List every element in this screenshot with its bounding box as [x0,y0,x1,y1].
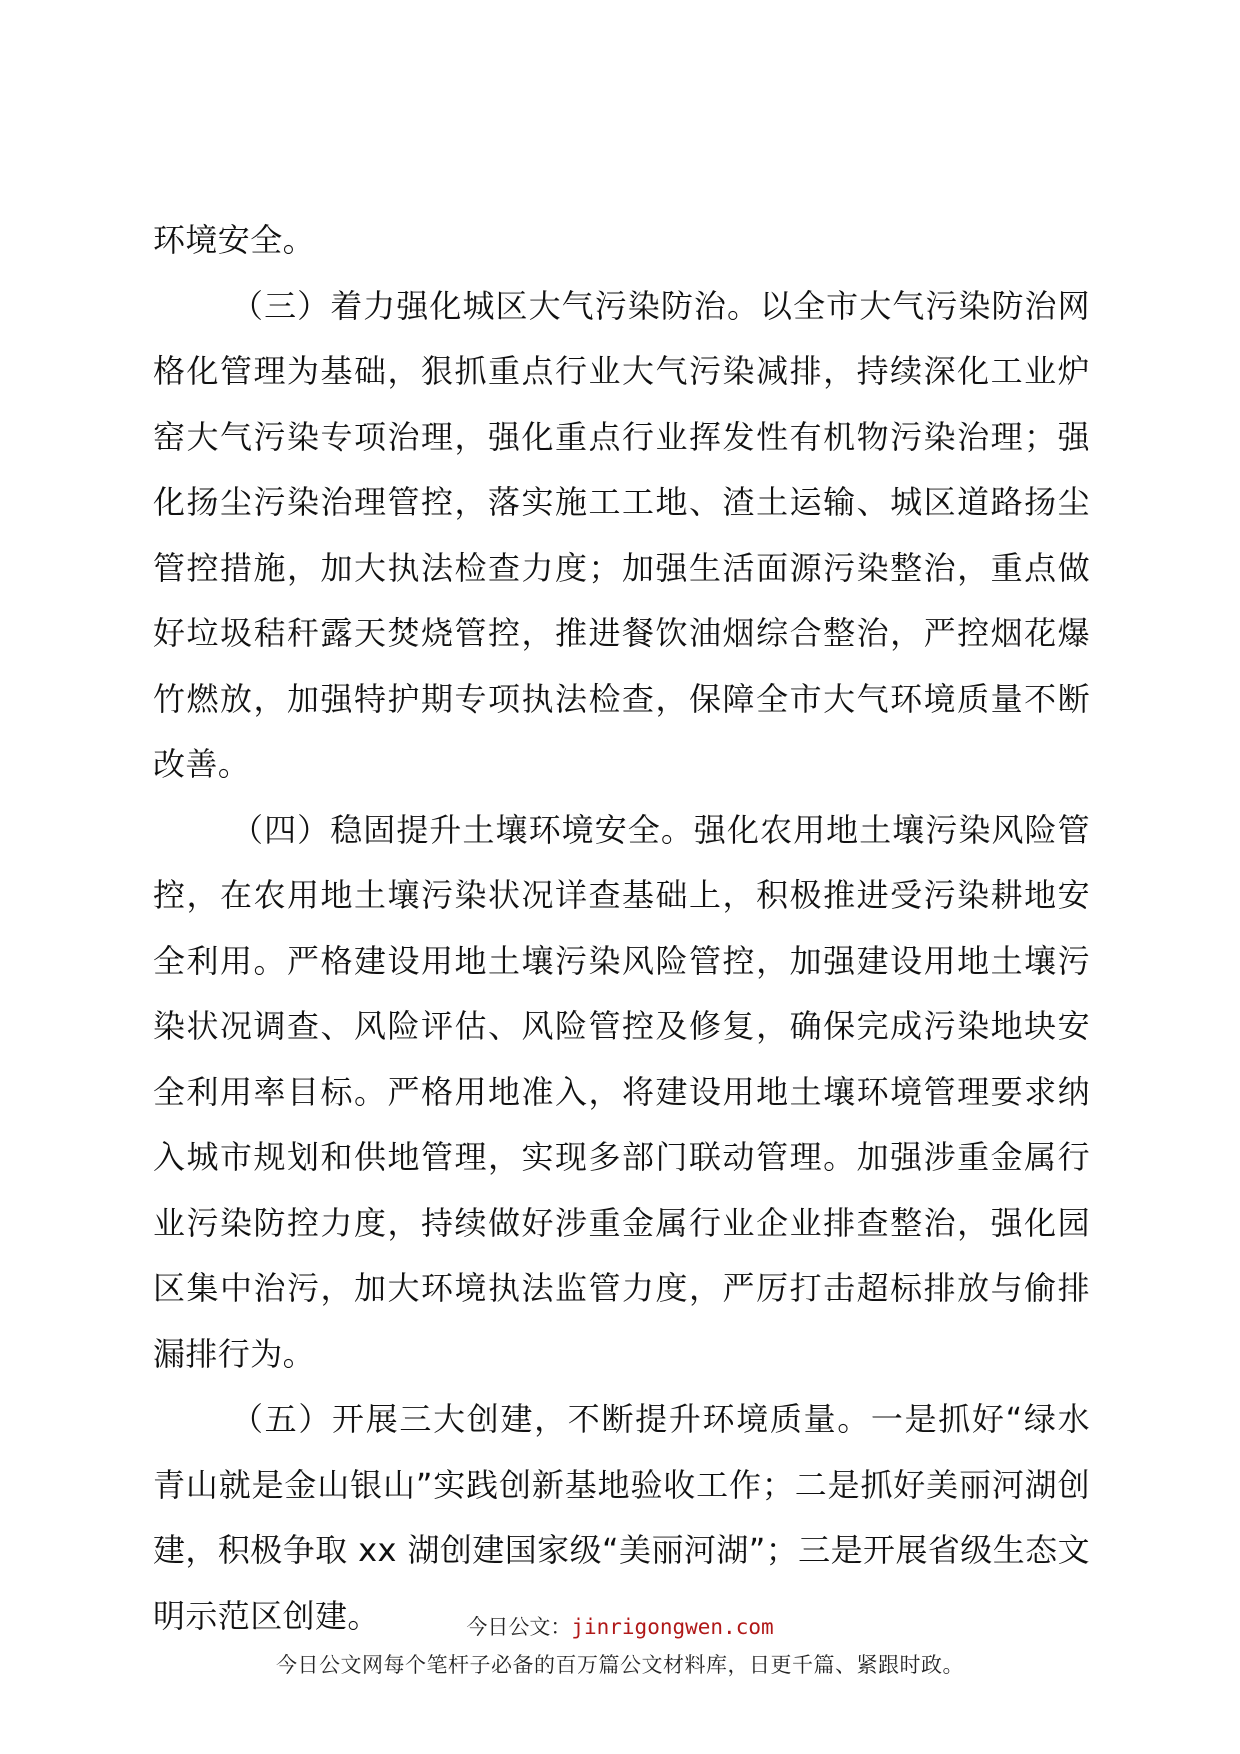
footer-site-label: 今日公文： [466,1615,572,1639]
paragraph-section-5: （五）开展三大创建，不断提升环境质量。一是抓好“绿水青山就是金山银山”实践创新基地验收工作；二是抓好美丽河湖创建，积极争取 xx 湖创建国家级“美丽河湖”；三是开展省级生态文明示范区创建。 [153,1400,1090,1635]
footer-watermark-site [0,1612,1240,1642]
document-body [153,208,1090,1649]
paragraph-section-4: （四）稳固提升土壤环境安全。强化农用地土壤污染风险管控，在农用地土壤污染状况详查基础上，积极推进受污染耕地安全利用。严格建设用地土壤污染风险管控，加强建设用地土壤污染状况调查、风险评估、风险管控及修复，确保完成污染地块安全利用率目标。严格用地准入，将建设用地土壤环境管理要求纳入城市规划和供地管理，实现多部门联动管理。加强涉重金属行业污染防控力度，持续做好涉重金属行业企业排查整治，强化园区集中治污，加大环境执法监管力度，严厉打击超标排放与偷排漏排行为。 [153,810,1090,1373]
paragraph-section-3: （三）着力强化城区大气污染防治。以全市大气污染防治网格化管理为基础，狠抓重点行业大气污染减排，持续深化工业炉窑大气污染专项治理，强化重点行业挥发性有机物污染治理；强化扬尘污染治理管控，落实施工工地、渣土运输、城区道路扬尘管控措施，加大执法检查力度；加强生活面源污染整治，重点做好垃圾秸秆露天焚烧管控，推进餐饮油烟综合整治，严控烟花爆竹燃放，加强特护期专项执法检查，保障全市大气环境质量不断改善。 [153,286,1090,783]
footer-site-url[interactable]: jinrigongwen.com [571,1615,774,1639]
paragraph-continuation: 环境安全。 [153,221,316,259]
footer-tagline: 今日公文网每个笔杆子必备的百万篇公文材料库，日更千篇、紧跟时政。 [276,1653,964,1677]
